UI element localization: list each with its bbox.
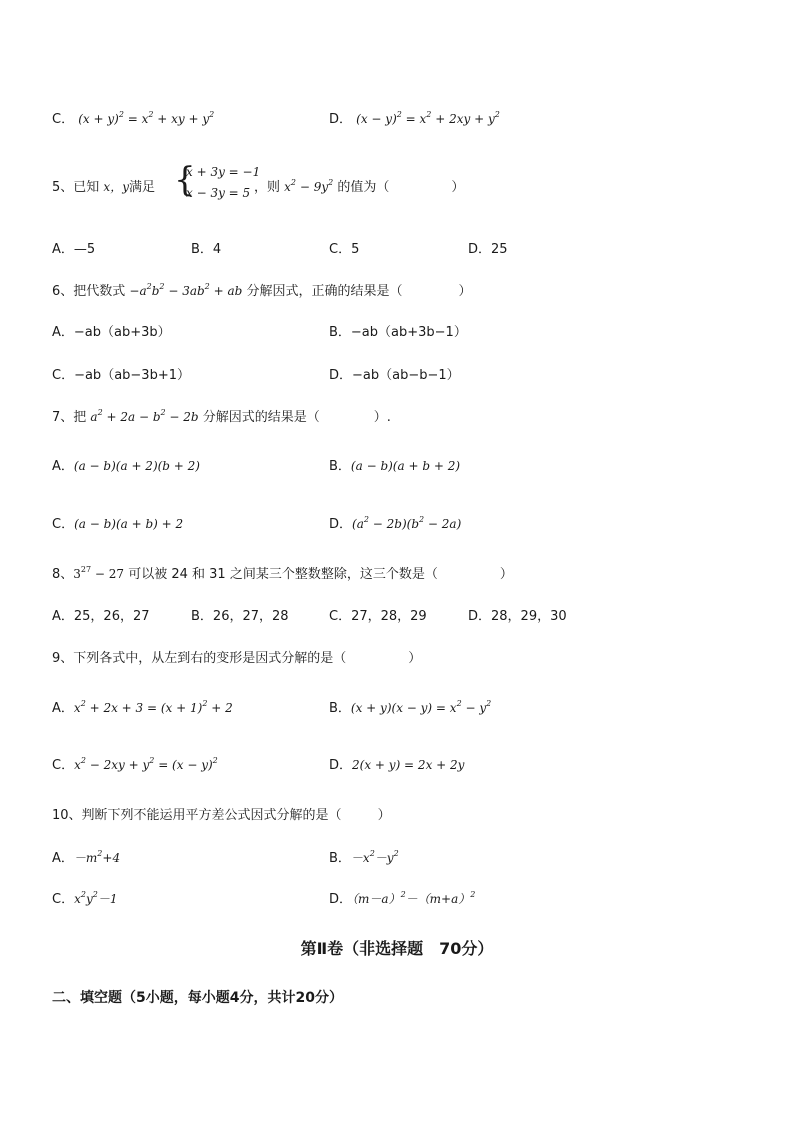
q7-option-a: A．(a − b)(a + 2)(b + 2) [52, 459, 200, 474]
q4-option-d-formula: $(x - y)^2 = x^2 + 2xy + y^2$ [356, 110, 500, 126]
q5-option-b: B．4 [191, 242, 222, 257]
q8-expression: $3^{27} - 27$ [73, 565, 125, 581]
q8-option-a: A．25，26，27 [52, 609, 150, 624]
part2-title: 第Ⅱ卷（非选择题 70分） [300, 939, 494, 958]
q6-expression: $-a^2b^2 - 3ab^2$ + ab [129, 282, 243, 298]
q6-option-a: A．−ab（ab+3b） [52, 325, 171, 340]
q9-option-c: C．$x^2 - 2xy + y^2 = (x - y)^2$ [52, 756, 218, 773]
q6-stem: 6、把代数式 $-a^2b^2 - 3ab^2$ + ab 分解因式，正确的结果是（ ） [52, 282, 472, 299]
q10-option-b: B．$-x^2-y^2$ [329, 849, 399, 866]
q7-stem: 7、把 $a^2 + 2a - b^2 - 2b$ 分解因式的结果是（ ）. [52, 408, 391, 425]
q5-expression: $x^2 - 9y^2$ [284, 178, 334, 194]
q7-expression: $a^2 + 2a - b^2 - 2b$ [90, 408, 199, 424]
q6-option-c: C．−ab（ab−3b+1） [52, 368, 190, 383]
q7-option-c: C．(a − b)(a + b) + 2 [52, 517, 184, 532]
q7-option-b: B．(a − b)(a + b + 2) [329, 459, 461, 474]
q7-option-d-formula: $(a^2 - 2b)(b^2 - 2a)$ [352, 515, 462, 531]
q10-option-d-formula: $(m-a)^2-(m+a)^2$ [352, 890, 476, 906]
q10-option-c-formula: $x^2y^2-1$ [74, 890, 118, 906]
q10-option-a: A．$-m^2+4$ [52, 849, 121, 866]
q8-option-c: C．27，28，29 [329, 609, 427, 624]
q10-option-b-formula: $-x^2-y^2$ [350, 849, 399, 865]
q10-option-c: C．$x^2y^2-1$ [52, 890, 118, 907]
q9-option-a: A．$x^2 + 2x + 3 = (x + 1)^2 + 2$ [52, 699, 233, 716]
q7-option-d: D．$(a^2 - 2b)(b^2 - 2a)$ [329, 515, 462, 532]
q9-option-c-formula: $x^2 - 2xy + y^2 = (x - y)^2$ [74, 756, 218, 772]
section2-heading: 二、填空题（5小题，每小题4分，共计20分） [52, 990, 343, 1006]
q9-stem: 9、下列各式中，从左到右的变形是因式分解的是（ ） [52, 651, 422, 666]
q10-option-d: D．$(m-a)^2-(m+a)^2$ [329, 890, 476, 907]
q8-option-b: B．26，27，28 [191, 609, 289, 624]
q8-stem: 8、$3^{27} - 27$ 可以被 24 和 31 之间某三个整数整除，这三个数是（ ） [52, 565, 513, 582]
q5-equation-2: x − 3y = 5 [186, 186, 251, 200]
q10-option-a-formula: $-m^2+4$ [73, 849, 121, 865]
q9-option-b-formula: $(x + y)(x - y) = x^2 - y^2$ [350, 699, 492, 715]
q5-option-d: D．25 [468, 242, 508, 257]
q9-option-a-formula: $x^2 + 2x + 3 = (x + 1)^2 + 2$ [73, 699, 233, 715]
q9-option-b: B．$(x + y)(x - y) = x^2 - y^2$ [329, 699, 492, 716]
q9-option-d: D．2(x + y) = 2x + 2y [329, 758, 465, 773]
q4-option-c: C． $(x + y)^2 = x^2$ + xy + $y^2$ [52, 110, 215, 127]
q5-equation-1: x + 3y = −1 [186, 165, 261, 179]
q5-system-brace: { [174, 160, 196, 200]
q7-option-a-formula: (a − b)(a + 2)(b + 2) [73, 459, 200, 473]
q5-option-c: C．5 [329, 242, 360, 257]
q7-option-c-formula: (a − b)(a + b) + 2 [74, 517, 184, 531]
q7-option-b-formula: (a − b)(a + b + 2) [350, 459, 461, 473]
q5-stem: 5、已知 x，y满足 [52, 180, 155, 195]
q4-option-d: D． $(x - y)^2 = x^2 + 2xy + y^2$ [329, 110, 500, 127]
q9-option-d-formula: 2(x + y) = 2x + 2y [352, 758, 465, 772]
q5-stem-tail: ，则 $x^2 - 9y^2$ 的值为（ ） [254, 178, 465, 195]
q10-stem: 10、判断下列不能运用平方差公式因式分解的是（ ） [52, 808, 391, 823]
q6-option-d: D．−ab（ab−b−1） [329, 368, 460, 383]
q4-option-c-formula: $(x + y)^2 = x^2$ + xy + $y^2$ [78, 110, 215, 126]
q5-option-a: A．—5 [52, 242, 96, 257]
q6-option-b: B．−ab（ab+3b−1） [329, 325, 467, 340]
q8-option-d: D．28，29，30 [468, 609, 567, 624]
